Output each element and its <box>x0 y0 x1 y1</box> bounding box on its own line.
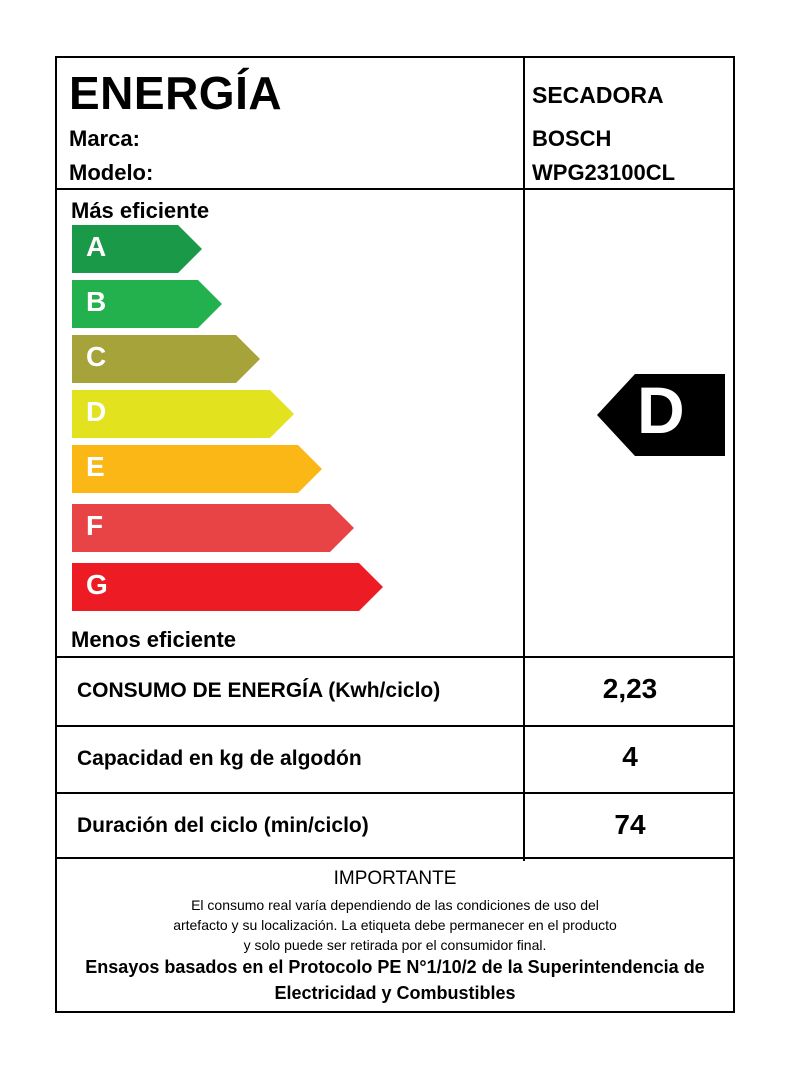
efficiency-class-letter: D <box>86 396 107 427</box>
footer-text-line: El consumo real varía dependiendo de las condiciones de uso del <box>191 897 599 913</box>
efficiency-bar-c <box>72 335 260 383</box>
energy-label <box>55 56 735 1013</box>
efficiency-class-letter: A <box>86 231 107 262</box>
divider <box>57 188 733 190</box>
efficiency-bar-d <box>72 390 294 438</box>
energy-consumption-label: CONSUMO DE ENERGÍA (Kwh/ciclo) <box>77 679 441 702</box>
efficiency-class-letter: G <box>86 569 108 600</box>
cycle-duration-label: Duración del ciclo (min/ciclo) <box>77 814 369 837</box>
rating-letter: D <box>637 373 685 447</box>
divider <box>57 857 733 859</box>
capacity-value: 4 <box>622 741 638 772</box>
efficiency-bar-a <box>72 225 202 273</box>
model-label: Modelo: <box>69 160 154 185</box>
energy-consumption-value: 2,23 <box>602 673 658 704</box>
efficiency-bar-f <box>72 504 354 552</box>
divider <box>57 725 733 727</box>
footer-text-line: y solo puede ser retirada por el consumidor final. <box>243 937 547 953</box>
efficiency-class-letter: E <box>86 451 105 482</box>
efficiency-bar-shape <box>72 504 354 552</box>
efficiency-bar-g <box>72 563 383 611</box>
rating-arrow <box>597 374 725 456</box>
footer-protocol-line: Electricidad y Combustibles <box>274 983 516 1003</box>
efficiency-bar-b <box>72 280 222 328</box>
efficiency-class-letter: C <box>86 341 107 372</box>
brand-value: BOSCH <box>532 126 612 151</box>
efficiency-class-letter: F <box>86 510 104 541</box>
divider <box>57 792 733 794</box>
brand-label: Marca: <box>69 126 140 151</box>
efficiency-bar-shape <box>72 563 383 611</box>
footer-title: IMPORTANTE <box>333 868 457 889</box>
efficiency-bar-e <box>72 445 322 493</box>
model-value: WPG23100CL <box>532 160 676 185</box>
scale-top-label: Más eficiente <box>71 198 210 223</box>
label-title: ENERGÍA <box>69 67 283 119</box>
footer-protocol-line: Ensayos basados en el Protocolo PE N°1/10/2 de la Superintendencia de <box>85 957 705 977</box>
efficiency-class-letter: B <box>86 286 107 317</box>
scale-bottom-label: Menos eficiente <box>71 627 237 652</box>
cycle-duration-value: 74 <box>614 809 646 840</box>
footer-text-line: artefacto y su localización. La etiqueta debe permanecer en el producto <box>173 917 617 933</box>
appliance-type: SECADORA <box>532 82 664 108</box>
divider <box>57 656 733 658</box>
capacity-label: Capacidad en kg de algodón <box>77 747 362 770</box>
efficiency-bar-shape <box>72 445 322 493</box>
